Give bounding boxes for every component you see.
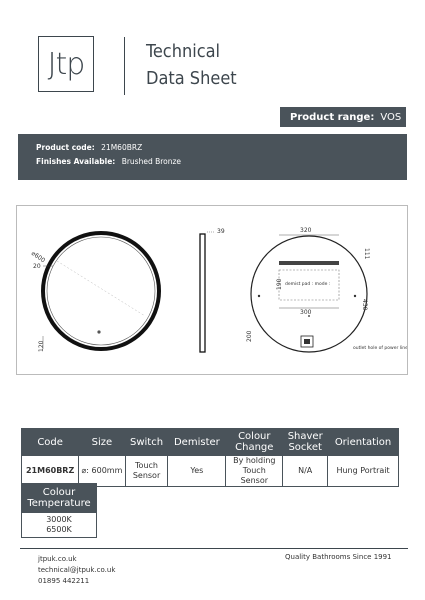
col-code: Code [22,429,79,456]
temperature-warm: 3000K [46,515,72,524]
col-size: Size [79,429,125,456]
col-orientation: Orientation [328,429,399,456]
temperature-values [22,513,97,538]
cell-switch: Touch Sensor [125,456,168,487]
temperature-cool: 6500K [46,525,72,534]
drawing-svg [17,206,407,374]
table-row [22,513,97,538]
hanging-bracket [279,261,339,265]
product-range-bar [280,107,406,127]
col-shaver-socket: Shaver Socket [283,429,328,456]
cell-colour-change: By holding Touch Sensor [226,456,283,487]
cell-demister: Yes [168,456,226,487]
cell-shaver-socket: N/A [283,456,328,487]
title-line-2: Data Sheet [146,68,237,89]
title-line-1: Technical [146,41,221,62]
product-range-label: Product range: [290,111,375,123]
logo: Jtp [47,46,85,82]
dim-20: 20 [33,263,41,270]
finishes-line [36,155,407,169]
technical-drawing [16,205,408,375]
col-demister: Demister [168,429,226,456]
dim-diameter: ⌀600 [29,249,47,265]
mirror-front-ring [43,233,159,349]
power-outlet-core [304,339,310,344]
product-code-line [36,141,407,155]
mirror-inner-edge [47,237,155,345]
fixing-point-right [354,295,356,297]
dim-300: 300 [300,309,312,316]
touch-sensor-dot [97,330,100,333]
col-switch: Switch [125,429,168,456]
mirror-side-profile [200,234,205,352]
col-colour-temperature: Colour Temperature [22,484,97,513]
cell-size: ⌀: 600mm [79,456,125,487]
fixing-point-left [258,295,260,297]
finishes-value: Brushed Bronze [121,157,182,166]
spec-table [21,428,399,487]
footer-website[interactable]: jtpuk.co.uk [38,555,77,563]
dim-111: 111 [363,248,370,260]
dim-190: 190 [276,278,283,290]
table-row [22,456,399,487]
dim-200: 200 [246,330,253,342]
dim-39: 39 [217,228,225,235]
colour-temperature-table [21,483,97,538]
product-range-value: VOS [380,111,402,123]
col-colour-change: Colour Change [226,429,283,456]
cell-orientation: Hung Portrait [328,456,399,487]
footer-tagline: Quality Bathrooms Since 1991 [285,553,392,561]
finishes-label: Finishes Available: [36,157,116,166]
dim-120: 120 [38,340,45,352]
demist-pad-label: demist pad : mode : [285,282,331,287]
footer-divider [20,548,408,549]
product-code-label: Product code: [36,143,95,152]
spec-header-row [22,429,399,456]
dim-320: 320 [300,227,312,234]
dim-430: 430 [361,299,368,311]
header-divider [124,37,125,95]
mirror-rear-outline [251,236,367,352]
footer-contact [38,554,115,587]
product-info-banner [18,134,407,180]
temp-header-row [22,484,97,513]
footer-email[interactable]: technical@jtpuk.co.uk [38,566,116,574]
product-code-value: 21M60BRZ [101,143,143,152]
document-title [146,38,237,92]
outlet-label: outlet hole of power line [353,346,407,351]
cell-code: 21M60BRZ [22,456,79,487]
diameter-line [57,261,145,316]
footer-phone: 01895 442211 [38,577,90,585]
